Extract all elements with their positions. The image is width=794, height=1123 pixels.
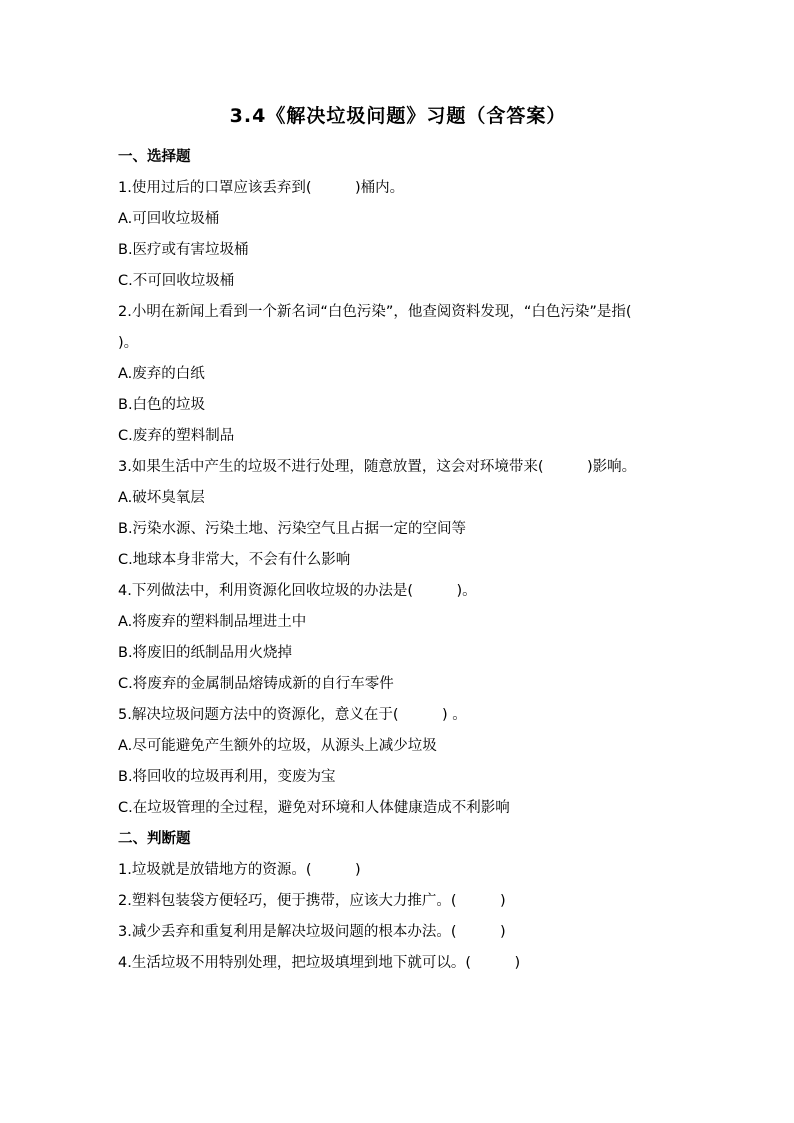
document-page xyxy=(118,104,678,979)
judgement-question-3: 3.减少丢弃和重复利用是解决垃圾问题的根本办法。( ) xyxy=(118,924,506,940)
question-1 xyxy=(118,173,678,297)
judgement-question-1: 1.垃圾就是放错地方的资源。( ) xyxy=(118,862,361,878)
section-heading: 二、判断题 xyxy=(118,831,191,847)
option-b: B.将废旧的纸制品用火烧掉 xyxy=(118,645,293,661)
option-b: B.污染水源、污染土地、污染空气且占据一定的空间等 xyxy=(118,521,467,537)
option-b: B.医疗或有害垃圾桶 xyxy=(118,242,249,258)
question-text: 3.如果生活中产生的垃圾不进行处理，随意放置，这会对环境带来( )影响。 xyxy=(118,459,637,475)
section-multiple-choice xyxy=(118,142,678,824)
question-text: 5.解决垃圾问题方法中的资源化，意义在于( ) 。 xyxy=(118,707,467,723)
question-text: 1.使用过后的口罩应该丢弃到( )桶内。 xyxy=(118,180,405,196)
option-c: C.将废弃的金属制品熔铸成新的自行车零件 xyxy=(118,676,394,692)
judgement-question-4: 4.生活垃圾不用特别处理，把垃圾填埋到地下就可以。( ) xyxy=(118,955,521,971)
option-a: A.尽可能避免产生额外的垃圾，从源头上减少垃圾 xyxy=(118,738,437,754)
option-c: C.不可回收垃圾桶 xyxy=(118,273,235,289)
option-c: C.在垃圾管理的全过程，避免对环境和人体健康造成不利影响 xyxy=(118,800,510,816)
option-a: A.废弃的白纸 xyxy=(118,366,205,382)
option-a: A.将废弃的塑料制品埋进土中 xyxy=(118,614,307,630)
option-a: A.破坏臭氧层 xyxy=(118,490,205,506)
question-text: 4.下列做法中，利用资源化回收垃圾的办法是( )。 xyxy=(118,583,477,599)
option-b: B.白色的垃圾 xyxy=(118,397,206,413)
question-3 xyxy=(118,452,678,576)
page-title: 3.4《解决垃圾问题》习题（含答案） xyxy=(229,105,567,127)
question-text: 2.小明在新闻上看到一个新名词“白色污染”，他查阅资料发现，“白色污染”是指( )。 xyxy=(118,304,676,351)
judgement-question-2: 2.塑料包装袋方便轻巧，便于携带，应该大力推广。( ) xyxy=(118,893,506,909)
question-5 xyxy=(118,700,678,824)
option-b: B.将回收的垃圾再利用，变废为宝 xyxy=(118,769,336,785)
question-2 xyxy=(118,297,678,452)
option-a: A.可回收垃圾桶 xyxy=(118,211,220,227)
question-4 xyxy=(118,576,678,700)
section-heading: 一、选择题 xyxy=(118,149,191,165)
option-c: C.废弃的塑料制品 xyxy=(118,428,235,444)
section-true-false xyxy=(118,824,678,979)
option-c: C.地球本身非常大，不会有什么影响 xyxy=(118,552,351,568)
